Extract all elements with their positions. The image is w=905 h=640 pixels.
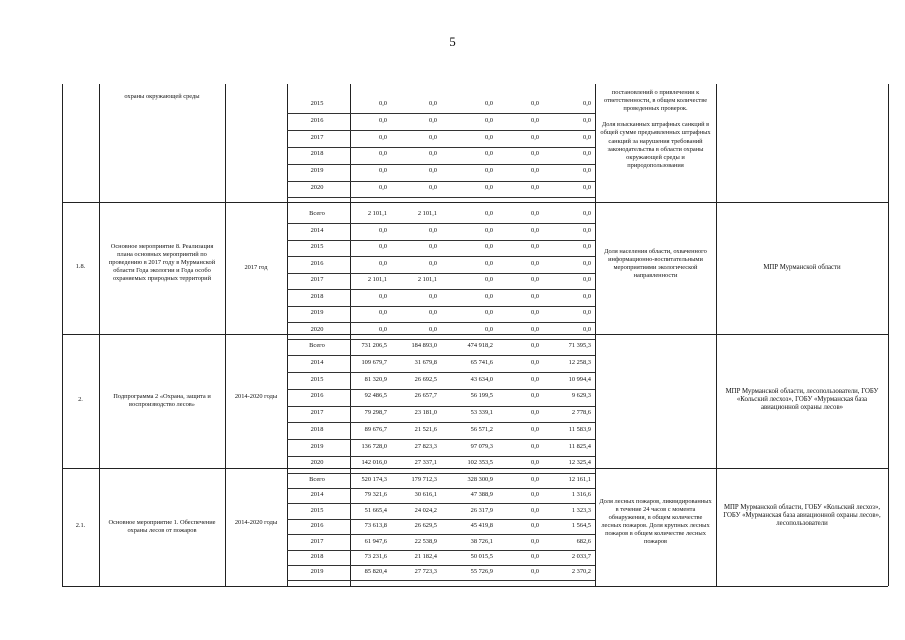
budget-value: 26 692,5 — [414, 375, 437, 383]
budget-value: 0,0 — [531, 150, 539, 158]
budget-value: 0,0 — [379, 309, 387, 316]
budget-value: 2 101,1 — [417, 210, 437, 217]
budget-value: 30 616,1 — [414, 491, 437, 499]
column-divider — [888, 84, 889, 586]
budget-value: 21 521,6 — [414, 425, 437, 433]
year-label: 2017 — [310, 537, 324, 545]
budget-value: 65 741,6 — [470, 358, 493, 366]
budget-value: 43 634,0 — [470, 375, 493, 383]
budget-value: 27 823,3 — [414, 442, 437, 450]
budget-value: 79 298,7 — [364, 409, 387, 416]
budget-value: 0,0 — [485, 292, 493, 300]
row-rule — [287, 456, 595, 457]
year-label: 2015 — [310, 243, 324, 250]
year-label: 2016 — [310, 522, 324, 530]
year-label: 2019 — [310, 442, 324, 450]
budget-value: 179 712,3 — [411, 476, 437, 483]
budget-value: 26 657,7 — [414, 392, 437, 400]
budget-value: 0,0 — [531, 425, 539, 433]
budget-value: 0,0 — [485, 226, 493, 234]
year-label: 2017 — [310, 409, 324, 416]
budget-value: 0,0 — [379, 150, 387, 158]
budget-value: 0,0 — [583, 100, 591, 107]
budget-value: 0,0 — [485, 150, 493, 158]
budget-value: 0,0 — [531, 442, 539, 450]
budget-value: 0,0 — [583, 167, 591, 175]
budget-value: 0,0 — [531, 184, 539, 191]
budget-value: 24 024,2 — [414, 506, 437, 514]
row-rule — [287, 256, 595, 257]
budget-value: 2 101,1 — [367, 210, 387, 217]
indicator-text: Доля лесных пожаров, ликвидированных в течение 24 часов с момента обнаружения, в общем количестве лесных пожаров. Доля крупных лесных пожаров в общем количестве лесных пожаров — [599, 498, 712, 546]
row-rule — [287, 473, 595, 474]
budget-value: 0,0 — [379, 292, 387, 300]
budget-value: 73 231,6 — [364, 553, 387, 560]
budget-value: 0,0 — [429, 100, 437, 107]
year-label: Всего — [309, 210, 325, 217]
budget-value: 0,0 — [583, 276, 591, 283]
budget-value: 55 726,9 — [470, 568, 493, 576]
budget-value: 0,0 — [583, 325, 591, 333]
row-number: 2.1. — [75, 522, 86, 529]
budget-value: 53 339,1 — [470, 409, 493, 416]
budget-value: 0,0 — [531, 568, 539, 576]
row-rule — [287, 519, 595, 520]
budget-value: 0,0 — [429, 133, 437, 141]
activity-name: Подпрограмма 2 «Охрана, защита и воспроизводство лесов» — [113, 392, 211, 408]
budget-value: 109 679,7 — [361, 358, 387, 366]
table-bottom-border — [62, 586, 888, 587]
budget-value: 328 300,9 — [467, 476, 493, 483]
budget-value: 0,0 — [429, 226, 437, 234]
row-rule — [287, 355, 595, 356]
row-rule — [287, 273, 595, 274]
budget-value: 27 337,1 — [414, 459, 437, 467]
budget-value: 12 325,4 — [568, 459, 591, 467]
budget-value: 0,0 — [379, 259, 387, 267]
budget-value: 12 258,3 — [568, 358, 591, 366]
budget-value: 0,0 — [379, 325, 387, 333]
budget-value: 61 947,6 — [364, 537, 387, 545]
year-label: 2015 — [310, 375, 324, 383]
budget-value: 0,0 — [531, 358, 539, 366]
budget-value: 0,0 — [429, 292, 437, 300]
budget-value: 56 199,5 — [470, 392, 493, 400]
budget-value: 0,0 — [531, 276, 539, 283]
budget-value: 0,0 — [583, 243, 591, 250]
budget-value: 1 323,3 — [571, 506, 591, 514]
indicator-text: постановлений о привлечении к ответственности, в общем количестве проведенных проверок. Доля взысканных штрафных санкций в общей сумме предъявленных штрафных санкций за нарушения требований законодательства в области охраны окружающей среды и природопользования — [600, 89, 711, 169]
budget-value: 0,0 — [531, 553, 539, 560]
budget-value: 1 564,5 — [571, 522, 591, 530]
budget-value: 0,0 — [531, 476, 539, 483]
budget-value: 0,0 — [583, 292, 591, 300]
budget-value: 0,0 — [485, 116, 493, 124]
budget-value: 0,0 — [429, 184, 437, 191]
row-rule — [287, 580, 595, 581]
budget-value: 0,0 — [531, 522, 539, 530]
budget-value: 0,0 — [531, 259, 539, 267]
budget-value: 0,0 — [583, 184, 591, 191]
period: 2014-2020 годы — [234, 393, 278, 400]
activity-name: Основное мероприятие 8. Реализация плана основных мероприятий по проведению в 2017 году в Мурманской области Года экологии и Года особо охраняемых природных территорий — [108, 242, 216, 283]
budget-value: 85 820,4 — [364, 568, 387, 576]
row-rule — [287, 322, 595, 323]
budget-value: 0,0 — [379, 243, 387, 250]
row-rule — [287, 372, 595, 373]
budget-value: 31 679,8 — [414, 358, 437, 366]
year-label: 2020 — [310, 184, 324, 191]
year-label: 2015 — [310, 100, 324, 107]
budget-value: 0,0 — [531, 167, 539, 175]
budget-value: 0,0 — [485, 259, 493, 267]
budget-value: 0,0 — [429, 325, 437, 333]
budget-value: 21 182,4 — [414, 553, 437, 560]
row-rule — [287, 339, 595, 340]
row-rule — [287, 147, 595, 148]
budget-value: 0,0 — [531, 226, 539, 234]
budget-value: 0,0 — [531, 392, 539, 400]
budget-value: 73 613,8 — [364, 522, 387, 530]
budget-value: 0,0 — [531, 342, 539, 349]
year-label: 2014 — [310, 491, 324, 499]
budget-value: 0,0 — [485, 133, 493, 141]
activity-name: охраны окружающей среды — [124, 93, 200, 100]
column-divider — [62, 84, 63, 586]
budget-value: 23 181,0 — [414, 409, 437, 416]
year-label: Всего — [309, 342, 325, 349]
budget-value: 0,0 — [531, 133, 539, 141]
budget-value: 92 486,5 — [364, 392, 387, 400]
year-label: 2017 — [310, 133, 324, 141]
budget-value: 89 676,7 — [364, 425, 387, 433]
executor-text: МПР Мурманской области — [763, 263, 841, 271]
year-label: 2014 — [310, 358, 324, 366]
budget-value: 0,0 — [531, 309, 539, 316]
budget-value: 0,0 — [531, 210, 539, 217]
row-rule — [287, 289, 595, 290]
section-divider — [62, 202, 888, 203]
budget-value: 0,0 — [485, 100, 493, 107]
year-label: 2020 — [310, 459, 324, 467]
year-label: 2019 — [310, 568, 324, 576]
budget-value: 0,0 — [429, 167, 437, 175]
year-label: 2016 — [310, 116, 324, 124]
budget-value: 38 726,1 — [470, 537, 493, 545]
budget-value: 2 101,1 — [417, 276, 437, 283]
budget-value: 56 571,2 — [470, 425, 493, 433]
row-rule — [287, 223, 595, 224]
executor-text: МПР Мурманской области, ГОБУ «Кольский лесхоз», ГОБУ «Мурманская база авиационной охраны лесов», лесопользователи — [723, 503, 881, 527]
period: 2014-2020 годы — [234, 519, 278, 526]
row-rule — [287, 406, 595, 407]
budget-value: 0,0 — [485, 325, 493, 333]
executor-text: МПР Мурманской области, лесопользователи, ГОБУ «Кольский лесхоз», ГОБУ «Мурманская база авиационной охраны лесов» — [725, 387, 879, 411]
budget-value: 0,0 — [485, 184, 493, 191]
budget-value: 0,0 — [379, 116, 387, 124]
year-label: 2019 — [310, 309, 324, 316]
budget-value: 0,0 — [531, 100, 539, 107]
budget-value: 79 321,6 — [364, 491, 387, 499]
page-number: 5 — [449, 34, 456, 49]
column-divider — [716, 84, 717, 586]
section-divider — [62, 468, 888, 469]
budget-value: 0,0 — [429, 309, 437, 316]
row-rule — [287, 550, 595, 551]
budget-value: 142 016,0 — [361, 459, 387, 467]
budget-value: 47 388,9 — [470, 491, 493, 499]
year-label: 2018 — [310, 150, 324, 158]
budget-value: 2 778,6 — [571, 409, 591, 416]
row-rule — [287, 306, 595, 307]
year-label: 2018 — [310, 292, 324, 300]
budget-value: 0,0 — [485, 167, 493, 175]
row-rule — [287, 197, 595, 198]
row-rule — [287, 113, 595, 114]
budget-value: 2 033,7 — [571, 553, 591, 560]
budget-value: 0,0 — [429, 259, 437, 267]
row-rule — [287, 422, 595, 423]
budget-value: 2 101,1 — [367, 276, 387, 283]
budget-value: 26 317,9 — [470, 506, 493, 514]
budget-value: 0,0 — [531, 459, 539, 467]
budget-value: 102 353,5 — [467, 459, 493, 467]
column-divider — [225, 84, 226, 586]
budget-value: 81 320,9 — [364, 375, 387, 383]
row-rule — [287, 130, 595, 131]
year-label: 2020 — [310, 325, 324, 333]
budget-value: 0,0 — [429, 243, 437, 250]
budget-value: 11 825,4 — [568, 442, 591, 450]
year-label: 2014 — [310, 226, 324, 234]
row-rule — [287, 565, 595, 566]
budget-value: 22 538,9 — [414, 537, 437, 545]
budget-value: 0,0 — [583, 309, 591, 316]
budget-value: 0,0 — [379, 184, 387, 191]
budget-value: 0,0 — [531, 325, 539, 333]
period: 2017 год — [244, 264, 268, 271]
budget-value: 27 723,3 — [414, 568, 437, 576]
budget-value: 184 893,0 — [411, 342, 437, 349]
budget-value: 0,0 — [429, 116, 437, 124]
budget-value: 0,0 — [583, 150, 591, 158]
year-label: 2016 — [310, 259, 324, 267]
budget-value: 51 665,4 — [364, 506, 387, 514]
column-divider — [595, 84, 596, 586]
budget-value: 0,0 — [583, 116, 591, 124]
year-label: 2018 — [310, 553, 324, 560]
column-divider — [99, 84, 100, 586]
budget-value: 2 370,2 — [571, 568, 591, 576]
budget-value: 26 629,5 — [414, 522, 437, 530]
budget-value: 71 395,3 — [568, 342, 591, 349]
row-number: 2. — [78, 396, 83, 403]
activity-name: Основное мероприятие 1. Обеспечение охраны лесов от пожаров — [108, 518, 216, 534]
row-rule — [287, 240, 595, 241]
budget-value: 731 206,5 — [361, 342, 387, 349]
budget-value: 0,0 — [485, 309, 493, 316]
row-rule — [287, 503, 595, 504]
budget-value: 0,0 — [429, 150, 437, 158]
budget-value: 97 079,3 — [470, 442, 493, 450]
row-rule — [287, 534, 595, 535]
row-rule — [287, 389, 595, 390]
budget-value: 0,0 — [485, 243, 493, 250]
budget-value: 0,0 — [531, 116, 539, 124]
budget-value: 0,0 — [531, 537, 539, 545]
budget-value: 0,0 — [583, 259, 591, 267]
budget-value: 45 419,8 — [470, 522, 493, 530]
row-rule — [287, 164, 595, 165]
row-number: 1.8. — [75, 263, 86, 270]
budget-value: 0,0 — [379, 133, 387, 141]
budget-value: 0,0 — [485, 210, 493, 217]
year-label: 2015 — [310, 506, 324, 514]
year-label: 2019 — [310, 167, 324, 175]
year-label: 2017 — [310, 276, 324, 283]
budget-value: 0,0 — [379, 167, 387, 175]
budget-value: 0,0 — [531, 243, 539, 250]
budget-value: 11 583,9 — [568, 425, 591, 433]
budget-value: 474 918,2 — [467, 342, 493, 349]
budget-table — [62, 84, 888, 586]
budget-value: 0,0 — [379, 100, 387, 107]
budget-value: 520 174,3 — [361, 476, 387, 483]
budget-value: 0,0 — [531, 409, 539, 416]
budget-value: 9 629,3 — [571, 392, 591, 400]
year-label: 2016 — [310, 392, 324, 400]
budget-value: 50 015,5 — [470, 553, 493, 560]
budget-value: 0,0 — [531, 375, 539, 383]
budget-value: 0,0 — [531, 491, 539, 499]
budget-value: 10 994,4 — [568, 375, 591, 383]
row-rule — [287, 488, 595, 489]
budget-value: 12 161,1 — [568, 476, 591, 483]
row-rule — [287, 181, 595, 182]
budget-value: 1 316,6 — [571, 491, 591, 499]
budget-value: 0,0 — [583, 226, 591, 234]
budget-value: 0,0 — [531, 292, 539, 300]
budget-value: 0,0 — [583, 210, 591, 217]
row-rule — [287, 439, 595, 440]
budget-value: 0,0 — [379, 226, 387, 234]
budget-value: 0,0 — [485, 276, 493, 283]
budget-value: 0,0 — [531, 506, 539, 514]
year-label: Всего — [309, 476, 325, 483]
indicator-text: Доля населения области, охваченного информационно-воспитательными мероприятиями экологической направленности — [604, 248, 707, 280]
budget-value: 682,6 — [576, 537, 591, 545]
year-label: 2018 — [310, 425, 324, 433]
budget-value: 0,0 — [583, 133, 591, 141]
budget-value: 136 728,0 — [361, 442, 387, 450]
section-divider — [62, 334, 888, 335]
